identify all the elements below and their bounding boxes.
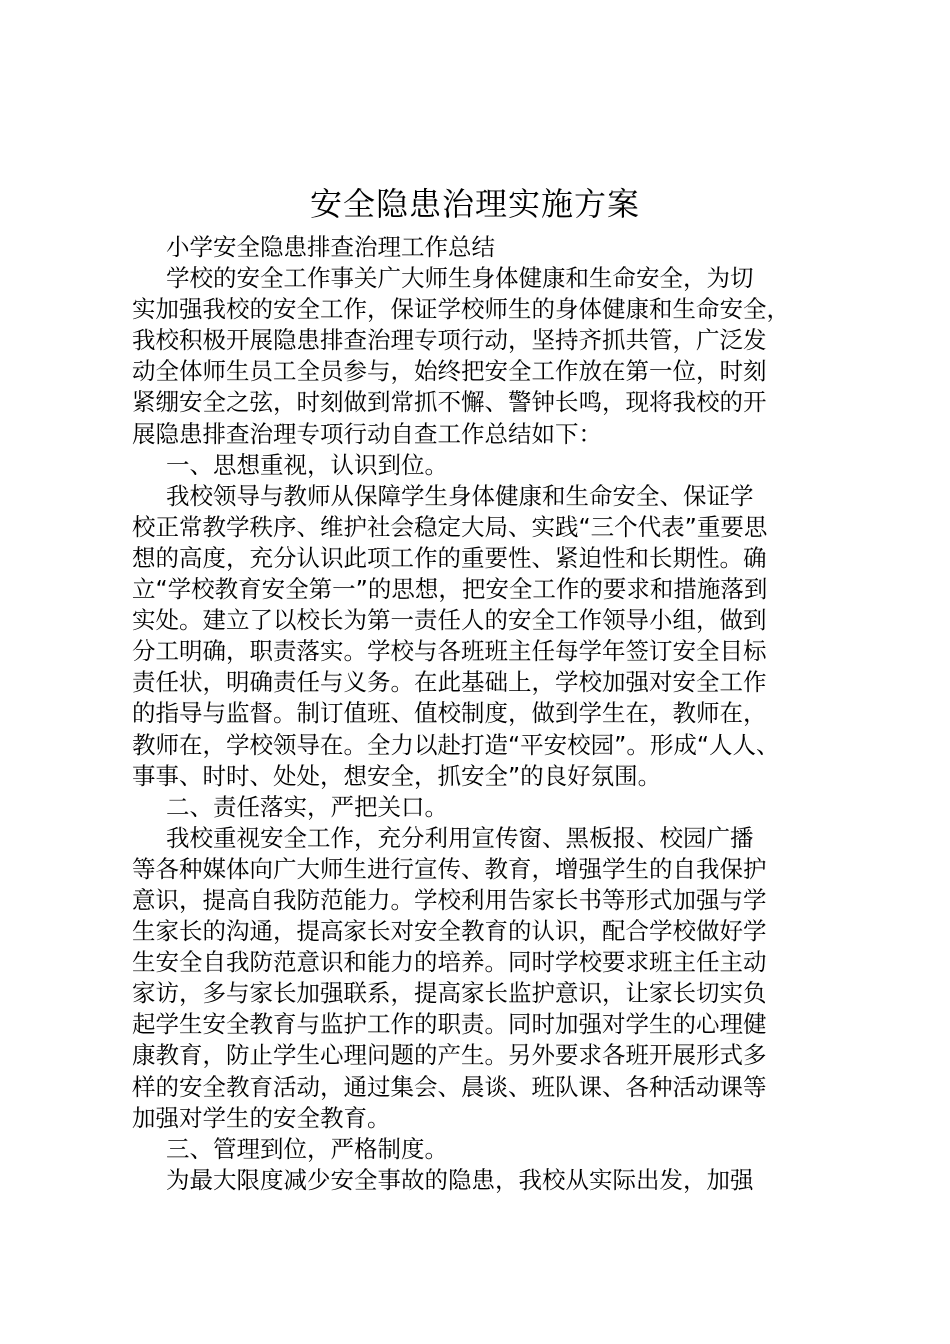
- document-title: 安全隐患治理实施方案: [309, 185, 640, 223]
- text-line: 起学生安全教育与监护工作的职责。同时加强对学生的心理健: [132, 1010, 767, 1039]
- text-line: 分工明确，职责落实。学校与各班班主任每学年签订安全目标: [132, 637, 767, 666]
- text-line: 我校重视安全工作，充分利用宣传窗、黑板报、校园广播: [166, 823, 754, 852]
- text-line: 三、管理到位，严格制度。: [166, 1134, 448, 1163]
- text-line: 展隐患排查治理专项行动自查工作总结如下：: [132, 419, 602, 448]
- text-line: 实处。建立了以校长为第一责任人的安全工作领导小组，做到: [132, 606, 767, 635]
- text-line: 二、责任落实，严把关口。: [166, 792, 448, 821]
- text-line: 生安全自我防范意识和能力的培养。同时学校要求班主任主动: [132, 948, 767, 977]
- text-line: 实加强我校的安全工作，保证学校师生的身体健康和生命安全，: [132, 295, 790, 324]
- text-line: 一、思想重视，认识到位。: [166, 450, 448, 479]
- text-line: 样的安全教育活动，通过集会、晨谈、班队课、各种活动课等: [132, 1072, 767, 1101]
- text-line: 我校积极开展隐患排查治理专项行动，坚持齐抓共管，广泛发: [132, 326, 767, 355]
- text-line: 紧绷安全之弦，时刻做到常抓不懈、警钟长鸣，现将我校的开: [132, 388, 767, 417]
- text-line: 动全体师生员工全员参与，始终把安全工作放在第一位，时刻: [132, 357, 767, 386]
- text-line: 的指导与监督。制订值班、值校制度，做到学生在，教师在，: [132, 699, 767, 728]
- document-body: [132, 232, 832, 1196]
- text-line: 立“学校教育安全第一”的思想，把安全工作的要求和措施落到: [132, 575, 768, 604]
- text-line: 小学安全隐患排查治理工作总结: [166, 233, 495, 261]
- text-line: 加强对学生的安全教育。: [132, 1103, 391, 1132]
- text-line: 责任状，明确责任与义务。在此基础上，学校加强对安全工作: [132, 668, 767, 697]
- text-line: 为最大限度减少安全事故的隐患，我校从实际出发，加强: [166, 1165, 754, 1194]
- text-line: 等各种媒体向广大师生进行宣传、教育，增强学生的自我保护: [132, 854, 767, 883]
- text-line: 校正常教学秩序、维护社会稳定大局、实践“三个代表”重要思: [132, 512, 768, 541]
- text-line: 生家长的沟通，提高家长对安全教育的认识，配合学校做好学: [132, 917, 767, 946]
- text-line: 我校领导与教师从保障学生身体健康和生命安全、保证学: [166, 481, 754, 510]
- text-line: 事事、时时、处处，想安全，抓安全”的良好氛围。: [132, 761, 662, 790]
- text-line: 意识，提高自我防范能力。学校利用告家长书等形式加强与学: [132, 885, 767, 914]
- text-line: 家访，多与家长加强联系，提高家长监护意识，让家长切实负: [132, 979, 767, 1008]
- text-line: 想的高度，充分认识此项工作的重要性、紧迫性和长期性。确: [132, 543, 767, 572]
- text-line: 教师在，学校领导在。全力以赴打造“平安校园”。形成“人人、: [132, 730, 780, 759]
- text-line: 学校的安全工作事关广大师生身体健康和生命安全，为切: [166, 264, 754, 293]
- text-line: 康教育，防止学生心理问题的产生。另外要求各班开展形式多: [132, 1041, 767, 1070]
